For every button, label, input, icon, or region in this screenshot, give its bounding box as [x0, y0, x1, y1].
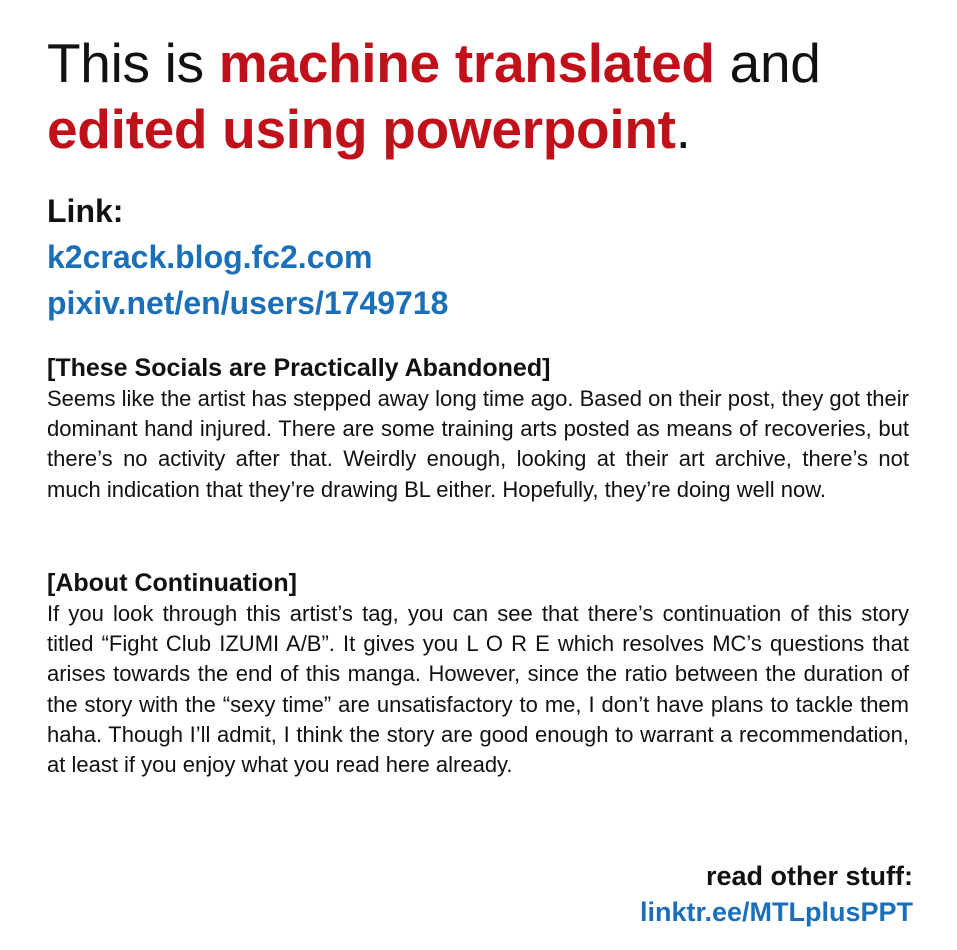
continuation-section: [47, 567, 909, 780]
title-text-highlight: edited using powerpoint: [47, 98, 676, 160]
title-text-highlight: machine translated: [218, 32, 715, 94]
artist-links: [47, 188, 907, 326]
footer-label: read other stuff:: [705, 861, 913, 891]
section-body: If you look through this artist’s tag, you can see that there’s continuation of this story titled “Fight Club IZUMI A/B”. It gives you L O R E which resolves MC’s questions that arises towards the end of this manga. However, since the ratio between the duration of the story with the “sexy time” are unsatisfactory to me, I don’t have plans to tackle them haha. Though I’ll admit, I think the story are good enough to warrant a recommendation, at least if you enjoy what you read here already.: [47, 601, 909, 778]
title-text-plain: This is: [47, 32, 219, 94]
section-body: Seems like the artist has stepped away long time ago. Based on their post, they got their dominant hand injured. There are some training arts posted as means of recoveries, but there’s no activity after that. Weirdly enough, looking at their art archive, there’s not much indication that they’re drawing BL either. Hopefully, they’re doing well now.: [47, 386, 909, 502]
links-label: Link:: [47, 193, 124, 229]
title-text-plain: and: [714, 32, 821, 94]
blog-link[interactable]: k2crack.blog.fc2.com: [47, 239, 373, 275]
pixiv-link[interactable]: pixiv.net/en/users/1749718: [47, 285, 449, 321]
linktree-link[interactable]: linktr.ee/MTLplusPPT: [639, 897, 913, 927]
section-heading: [About Continuation]: [47, 569, 297, 597]
title-text-period: .: [675, 98, 691, 160]
socials-abandoned-section: [47, 352, 909, 505]
page-title: [47, 30, 917, 162]
section-heading: [These Socials are Practically Abandoned]: [47, 354, 551, 382]
footer: [640, 858, 913, 930]
